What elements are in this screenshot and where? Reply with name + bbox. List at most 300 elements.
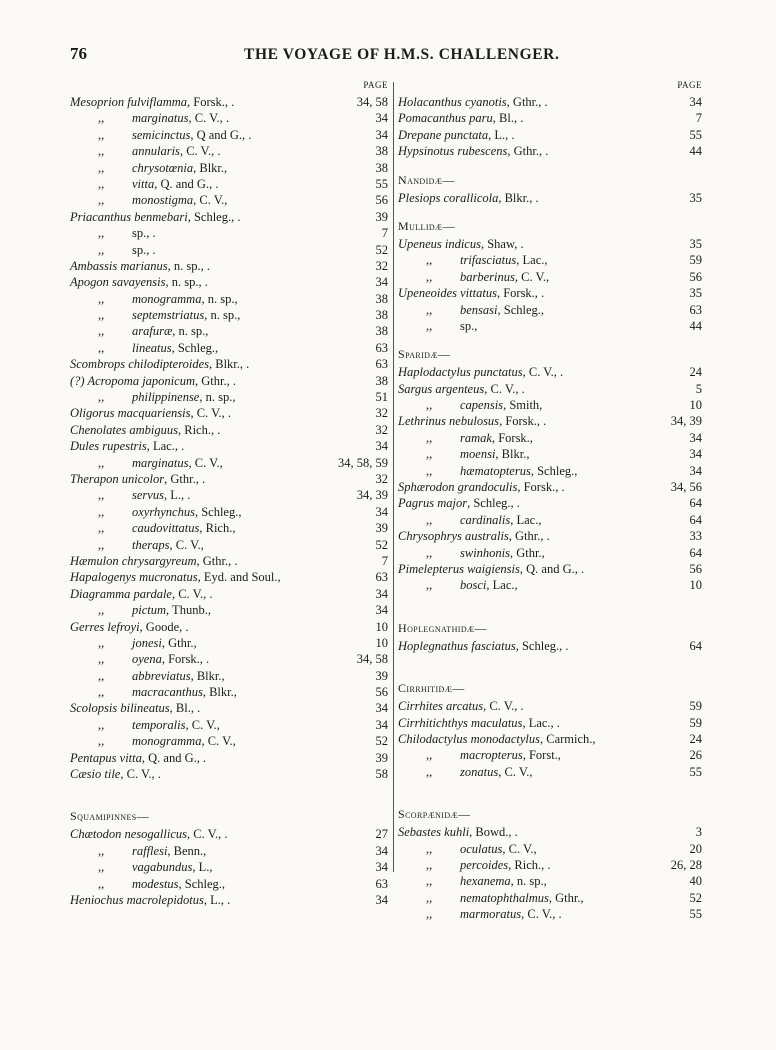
index-entry [398,857,702,873]
index-entry [70,876,388,892]
entry-text [98,487,190,503]
authority: , Forsk., [496,286,538,301]
species-name: monostigma [132,193,194,208]
authority: , L., [163,488,185,503]
species-name: moensi [460,447,496,462]
authority: , Blkr., [202,685,237,700]
authority: , Forst., [522,748,561,763]
species-name: rafflesi [132,843,168,858]
ditto-mark: ,, [426,874,433,889]
leader-dots: . [544,857,551,872]
leader-dots: . [199,750,207,765]
index-entry [398,512,702,528]
species-name: Haplodactylus punctatus [398,365,523,380]
page-reference: 63 [375,876,388,891]
index-entry [398,495,702,511]
entry-text [426,906,562,922]
entry-text [70,766,161,782]
index-entry [70,651,388,667]
species-name: marginatus [132,455,189,470]
leader-dots: . [177,439,185,454]
index-entry [398,236,702,252]
ditto-mark: ,, [98,127,105,142]
page-reference: 40 [689,874,702,889]
leader-dots: . [517,236,524,251]
entry-text [398,285,544,301]
index-entry [398,545,702,561]
authority: , n. sp., [204,308,241,323]
index-entry [398,397,702,413]
species-name: abbreviatus [132,668,191,683]
species-name: arafuræ [132,324,173,339]
leader-dots: . [543,529,550,544]
authority: , n. sp., [510,874,547,889]
entry-text [70,619,189,635]
entry-text [398,824,518,840]
authority: , Gthr., [510,545,545,560]
page-reference: 34 [689,447,702,462]
species-name: Pentapus vitta [70,750,142,765]
authority: , Blkr., [209,357,244,372]
species-name: marginatus [132,111,189,126]
authority: , L., . [488,127,515,142]
index-entry [398,381,702,397]
index-entry [70,602,388,618]
species-name: servus [132,488,164,503]
ditto-mark: ,, [98,860,105,875]
page-number: 76 [70,44,87,63]
authority: , C. V., [514,269,550,284]
entry-text [426,430,533,446]
authority: , n. sp., [172,324,209,339]
index-entry [70,635,388,651]
species-name: temporalis [132,717,186,732]
page-reference: 63 [375,570,388,585]
page-reference: 7 [695,111,702,126]
entry-text [98,242,156,258]
species-name: vagabundus [132,860,193,875]
page-reference: 63 [375,357,388,372]
leader-dots: . [224,892,231,907]
index-entry [398,285,702,301]
page-reference: 34 [375,717,388,732]
species-name: macracanthus [132,685,203,700]
ditto-mark: ,, [98,734,105,749]
entry-text [98,537,204,553]
authority: , Schleg., [194,504,242,519]
entry-text [98,291,238,307]
page-reference: 55 [689,764,702,779]
species-name: Sphærodon grandoculis [398,480,518,495]
ditto-mark: ,, [98,390,105,405]
leader-dots: . [203,258,210,273]
page-reference: 34 [375,586,388,601]
authority: , C. V., . [521,907,562,922]
index-entry [398,638,702,654]
page-reference: 26 [689,748,702,763]
species-name: caudovittatus [132,521,200,536]
page-reference: 58 [375,767,388,782]
ditto-mark: ,, [426,545,433,560]
ditto-mark: ,, [426,841,433,856]
page-reference: 34 [375,127,388,142]
index-entry [70,340,388,356]
authority: , C. V., . [120,767,161,782]
index-entry [398,143,702,159]
entry-text [98,455,223,471]
species-name: zonatus [460,764,499,779]
index-entry [70,553,388,569]
index-entry [398,479,702,495]
spacer [398,334,702,344]
page-reference: 39 [375,521,388,536]
entry-text [398,731,596,747]
species-name: Heniochus macrolepidotus [70,892,204,907]
species-name: Sebastes kuhli [398,825,470,840]
species-name: nematophthalmus [460,890,549,905]
family-heading: Scorpænidæ— [398,807,471,822]
ditto-mark: ,, [98,242,105,257]
species-name: chrysotœnia [132,160,194,175]
index-entry [398,127,702,143]
page-reference: 38 [375,160,388,175]
page-reference: 34 [375,439,388,454]
authority: , Q. and G., [519,561,578,576]
page-reference: 34 [375,111,388,126]
entry-text [70,405,231,421]
left-index-column [70,80,388,908]
leader-dots: . [222,111,230,126]
entry-text [426,463,577,479]
authority: , C. V., [188,455,223,470]
entry-text [70,700,200,716]
page-reference: 34 [689,463,702,478]
page-reference: 38 [375,373,388,388]
species-name: Ambassis marianus [70,258,168,273]
authority: , Gthr., [508,529,544,544]
species-name: hexanema [460,874,511,889]
page-reference: 44 [689,318,702,333]
species-name: Upeneus indicus [398,236,481,251]
entry-text [70,373,236,389]
index-entry [398,698,702,714]
entry-text [98,192,227,208]
entry-text [398,190,539,206]
species-name: Hypsinotus rubescens [398,144,508,159]
leader-dots: . [553,715,560,730]
authority: , Forsk., [161,652,203,667]
page-column-label: PAGE [677,80,702,90]
entry-text [426,397,542,413]
ditto-mark: ,, [98,176,105,191]
ditto-mark: ,, [426,463,433,478]
page-reference: 32 [375,422,388,437]
ditto-mark: ,, [426,748,433,763]
authority: , Gthr., [161,635,197,650]
leader-dots: . [541,95,548,109]
ditto-mark: ,, [426,512,433,527]
entry-text [398,94,548,110]
ditto-mark: ,, [426,398,433,413]
index-entry [70,94,388,110]
entry-text [70,438,184,454]
species-name: monogramma [132,291,202,306]
entry-text [426,269,549,285]
index-entry [398,873,702,889]
authority: , L., [203,892,225,907]
species-name: jonesi [132,635,162,650]
page-reference: 7 [381,226,388,241]
page-reference: 3 [695,825,702,840]
authority: , Schleg., [497,302,545,317]
authority: , Goode, [139,619,183,634]
ditto-mark: ,, [98,291,105,306]
species-name: septemstriatus [132,308,205,323]
authority: , Bowd., [469,825,512,840]
species-name: Plesiops corallicola [398,190,499,205]
species-name: cardinalis [460,512,511,527]
index-entry [70,892,388,908]
page-reference: 55 [689,907,702,922]
authority: , Schleg., [530,463,578,478]
ditto-mark: ,, [426,447,433,462]
index-entry [70,176,388,192]
index-entry [70,859,388,875]
page-reference: 34 [375,275,388,290]
page-reference: 56 [689,561,702,576]
page-reference: 34 [375,701,388,716]
page-reference: 24 [689,731,702,746]
spacer [398,654,702,678]
leader-dots: . [542,144,549,159]
page-reference: 34, 58 [356,95,388,109]
index-entry [70,766,388,782]
authority: , n. sp., [167,258,204,273]
page-reference: 44 [689,144,702,159]
authority: , Lac., [516,253,548,268]
species-name: ramak [460,430,492,445]
index-entry [70,143,388,159]
page-reference: 38 [375,144,388,159]
family-heading: Sparidæ— [398,347,451,362]
authority: , Gthr., [196,553,232,568]
page-reference: 7 [381,553,388,568]
page-reference: 10 [689,398,702,413]
page-reference: 34 [375,892,388,907]
page-column-label: PAGE [363,80,388,90]
index-entry [70,717,388,733]
index-entry [70,826,388,842]
index-entry [70,405,388,421]
page-reference: 34 [375,504,388,519]
page-reference: 24 [689,365,702,380]
index-entry [70,684,388,700]
authority: , Gthr., [164,471,199,486]
authority: , L., [192,860,213,875]
species-name: Chætodon nesogallicus [70,827,188,842]
authority: , C. V., [187,827,222,842]
index-entry [398,364,702,380]
authority: , C. V., [188,111,223,126]
entry-text [98,733,236,749]
page-reference: 35 [689,190,702,205]
species-name: Cirrhitichthys maculatus [398,715,523,730]
ditto-mark: ,, [426,302,433,317]
authority: , C. V., [193,193,228,208]
entry-text [70,274,208,290]
index-entry [70,258,388,274]
page-reference: 64 [689,545,702,560]
index-entry [70,438,388,454]
page-reference: 59 [689,253,702,268]
authority: , C. V., [484,381,519,396]
entry-text [398,413,546,429]
species-name: oxyrhynchus [132,504,195,519]
index-entry [398,824,702,840]
leader-dots: . [540,414,547,429]
page-reference: 34 [375,843,388,858]
index-entry [70,843,388,859]
authority: , n. sp., [201,291,238,306]
entry-text [98,602,211,618]
species-name: Priacanthus benmebari [70,209,188,224]
entry-text [70,569,281,585]
entry-text [98,876,225,892]
page-reference: 34 [375,603,388,618]
species-name: Upeneoides vittatus [398,286,497,301]
page-reference: 63 [375,340,388,355]
authority: , Schleg., [515,638,563,653]
authority: , Blkr., [193,160,228,175]
authority: , Thunb., [166,603,211,618]
authority: , Schleg., [178,876,226,891]
authority: , Eyd. and Soul., [197,570,281,585]
leader-dots: . [182,619,189,634]
page-reference: 39 [375,668,388,683]
entry-text [98,323,208,339]
entry-text [98,110,229,126]
species-name: Scolopsis bilineatus [70,701,170,716]
species-name: lineatus [132,340,172,355]
page-reference: 64 [689,496,702,511]
index-entry [70,127,388,143]
ditto-mark: ,, [98,488,105,503]
species-name: Diagramma pardale [70,586,172,601]
entry-text [70,94,234,110]
ditto-mark: ,, [98,226,105,241]
page-reference: 63 [689,302,702,317]
page-reference: 56 [375,193,388,208]
entry-text [398,528,550,544]
index-entry [398,561,702,577]
entry-text [398,715,560,731]
entry-text [70,209,240,225]
page-reference: 52 [375,734,388,749]
leader-dots: . [517,111,524,126]
index-entry [70,291,388,307]
authority: , C. V., [522,365,557,380]
index-entry [398,110,702,126]
leader-dots: . [198,471,206,486]
page-reference: 20 [689,841,702,856]
entry-text [426,512,541,528]
ditto-mark: ,, [98,652,105,667]
species-name: semicinctus [132,127,191,142]
entry-text [98,176,218,192]
leader-dots: . [532,190,539,205]
entry-text [98,843,206,859]
species-name: Pomacanthus paru [398,111,493,126]
entry-text [398,127,515,143]
entry-text [98,520,235,536]
leader-dots: . [193,701,201,716]
leader-dots: . [577,561,585,576]
species-name: Therapon unicolor [70,471,165,486]
index-entry [398,446,702,462]
entry-text [98,389,235,405]
species-name: bosci [460,578,487,593]
ditto-mark: ,, [98,717,105,732]
species-name: bensasi [460,302,498,317]
species-name: Hapalogenys mucronatus [70,570,198,585]
entry-text [98,143,220,159]
page-reference: 34, 58, 59 [338,455,388,470]
family-heading: Squamipinnes— [70,809,149,824]
authority: , Gthr., [548,890,584,905]
entry-text [398,698,524,714]
index-entry [70,323,388,339]
entry-text [98,160,227,176]
running-head: THE VOYAGE OF H.M.S. CHALLENGER. [244,46,560,63]
index-entry [70,586,388,602]
page-reference: 32 [375,406,388,421]
authority: , C. V., [201,734,236,749]
leader-dots: . [184,488,191,503]
leader-dots: . [511,825,518,840]
species-name: vitta [132,176,155,191]
species-name: macropterus [460,748,523,763]
entry-text [426,873,547,889]
species-name: philippinense [132,390,200,405]
page-reference: 32 [375,258,388,273]
entry-text [398,236,524,252]
authority: , Smith, [503,398,543,413]
species-name: Chrysophrys australis [398,529,509,544]
leader-dots: . [556,365,564,380]
entry-text [98,307,240,323]
entry-text [70,750,206,766]
species-name: annularis [132,144,180,159]
leader-dots: . [224,406,232,421]
entry-text [98,504,241,520]
species-name: Apogon savayensis [70,275,166,290]
index-entry [398,747,702,763]
page-reference: 52 [375,537,388,552]
entry-text [426,857,551,873]
authority: sp., [460,318,478,333]
index-entry [398,463,702,479]
page-reference: 52 [689,890,702,905]
species-name: marmoratus [460,907,522,922]
page-reference: 51 [375,390,388,405]
index-entry [70,750,388,766]
leader-dots: . [243,357,250,372]
entry-text [426,252,548,268]
entry-text [98,340,218,356]
species-name: swinhonis [460,545,511,560]
index-entry [398,252,702,268]
entry-text [70,422,220,438]
